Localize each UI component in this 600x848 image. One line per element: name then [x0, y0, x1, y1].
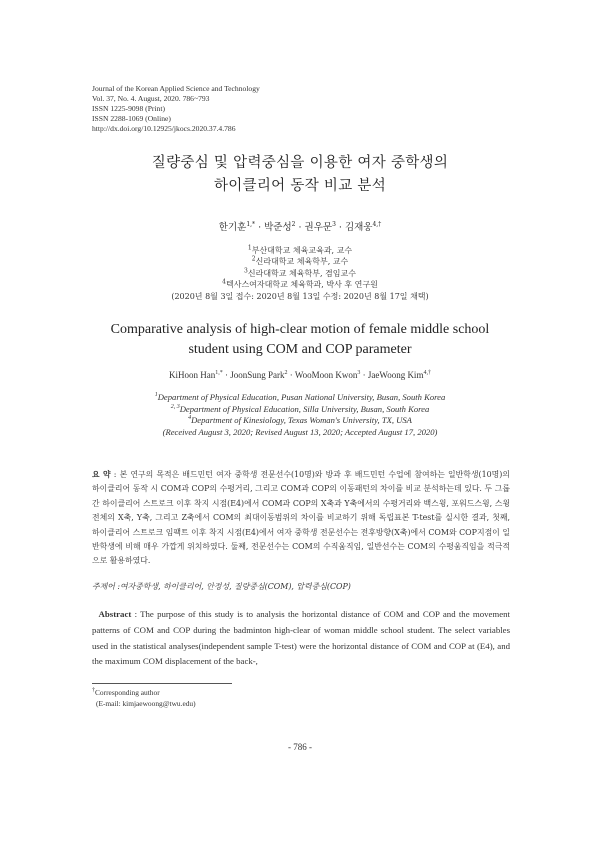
authors-korean: 한기훈$^{1,*}$ · 박준성$^2$ · 권우문$^3$ · 김재웅$^{4,\dagger}$	[218, 220, 382, 233]
journal-doi[interactable]: http://dx.doi.org/10.12925/jkocs.2020.37.4.786	[92, 124, 236, 133]
affiliation-en: $^1$Department of Physical Education, Pusan National University, Busan, South Korea	[154, 392, 446, 402]
author-en: JoonSung Park	[230, 370, 285, 380]
abstract-english-label: Abstract	[98, 609, 132, 619]
affiliation-ko: $^3$신라대학교 체육학부, 겸임교수	[244, 267, 356, 278]
affiliations-english	[0, 392, 600, 438]
title-english-line-1: Comparative analysis of high-clear motion of female middle school	[110, 322, 490, 337]
dates-korean: (2020년 8월 3일 접수: 2020년 8월 13일 수정: 2020년 8월 17일 채택)	[171, 291, 429, 301]
affiliation-ko: $^2$신라대학교 체육학부, 교수	[251, 255, 349, 267]
author-en: JaeWoong Kim	[367, 370, 424, 380]
abstract-english-text: : The purpose of this study is to analysis the horizontal distance of COM and COP and the movement patterns of COM and COP during the badminton high-clear of woman middle school student. The select variables used in the statistical analyses(independent sample T-test) were the horizontal distance of COM and COP at (E4), and the maximum COM displacement of the back-,	[92, 609, 511, 667]
abstract-korean	[92, 468, 510, 569]
abstract-korean-text: : 본 연구의 목적은 배드민턴 여자 중학생 전문선수(10명)와 방과 후 배드민턴 수업에 참여하는 일반학생(10명)의 하이클리어 동작 시 COM과 COP의 수평거리, 그리고 COM과 COP의 이동패턴의 차이를 비교 분석하는데 있다. 두 그룹 간 하이클리어 스트로크 이후 착지 시점(E4)에서 COM과 COP의 X축과 Y축에서의 수평거리와 백스윙, 포워드스윙, 스윙전체의 X축, Y축, 그리고 Z축에서 COM의 최대이동범위의 차이를 비교하기 위해 독립표본 T-test를 실시한 결과, 첫째, 하이클리어 스트로크 임팩트 이후 착지 시점(E4)에서 여자 중학생 전문선수는 전후방향(X축)에서 COM와 COP지점이 일반학생에 비해 매우 가깝게 위치하였다. 둘째, 전문선수는 COM의 수직움직임, 일반선수는 COM의 수평움직임을 적극적으로 활용하였다.	[92, 470, 510, 566]
author-mark: 1,*	[246, 220, 256, 228]
title-korean-line-2: 하이클리어 동작 비교 분석	[213, 178, 387, 194]
dagger-mark: †	[92, 687, 95, 694]
affiliation-ko: $^1$부산대학교 체육교육과, 교수	[247, 244, 353, 255]
journal-issn-online: ISSN 2288-1069 (Online)	[92, 114, 171, 123]
affiliation-ko: $^4$텍사스여자대학교 체육학과, 박사 후 연구원	[222, 278, 378, 290]
title-english	[0, 320, 600, 360]
author-en: KiHoon Han	[169, 370, 216, 380]
author-ko: 권우문	[304, 222, 333, 233]
affiliation-en: $^{2, 3}$Department of Physical Education, Silla University, Busan, South Korea	[170, 403, 430, 414]
authors-english: KiHoon Han$^{1,*}$ · JoonSung Park$^2$ · WooMoon Kwon$^3$ · JaeWoong Kim$^{4,\dagger}$	[169, 370, 431, 380]
author-mark: 3	[332, 220, 336, 228]
footnote	[92, 687, 196, 709]
affiliation-en: $^4$Department of Kinesiology, Texas Woman's University, TX, USA	[188, 415, 412, 426]
title-korean-line-1: 질량중심 및 압력중심을 이용한 여자 중학생의	[151, 155, 449, 171]
journal-issn-print: ISSN 1225-9098 (Print)	[92, 104, 165, 113]
author-en: WooMoon Kwon	[294, 370, 358, 380]
author-ko: 김재웅	[344, 222, 373, 233]
journal-volume: Vol. 37, No. 4. August, 2020. 786~793	[92, 94, 210, 103]
page-number: - 786 -	[288, 742, 312, 752]
corresponding-email[interactable]: (E-mail: kimjaewoong@twu.edu)	[96, 699, 196, 708]
author-mark: 4,†	[372, 220, 382, 228]
author-ko: 한기훈	[218, 222, 247, 233]
affiliations-korean	[0, 245, 600, 302]
abstract-english	[92, 607, 510, 670]
abstract-korean-label: 요 약	[92, 470, 111, 479]
author-mark: 2	[291, 220, 296, 228]
footnote-divider	[92, 683, 232, 684]
author-ko: 박준성	[264, 222, 292, 233]
dates-english: (Received August 3, 2020; Revised August 13, 2020; Accepted August 17, 2020)	[162, 426, 438, 437]
title-english-line-2: student using COM and COP parameter	[188, 342, 412, 357]
corresponding-author-label: Corresponding author	[95, 688, 160, 697]
journal-header	[92, 84, 260, 134]
keywords-korean: 주제어 :여자중학생, 하이클리어, 안정성, 질량중심(COM), 압력중심(COP)	[92, 582, 351, 591]
journal-name: Journal of the Korean Applied Science and Technology	[92, 84, 260, 93]
